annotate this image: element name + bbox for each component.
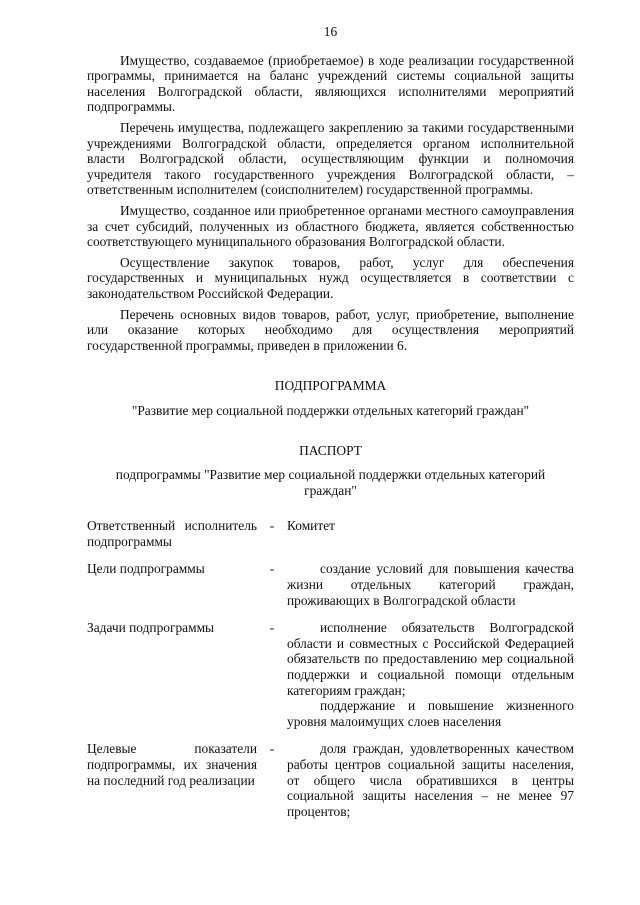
passport-subtitle: подпрограммы "Развитие мер социальной поддержки отдельных категорий граждан" bbox=[115, 467, 546, 498]
passport-row-dash: - bbox=[269, 741, 275, 757]
paragraph-municipal-property: Имущество, созданное или приобретенное органами местного самоуправления за счет субсидий, полученных из областного бюджета, является собственностью соответствующего муниципального образования Волгоградской области. bbox=[87, 202, 574, 250]
passport-row-goals bbox=[87, 561, 574, 608]
passport-row-value bbox=[287, 518, 574, 549]
paragraph-property-balance: Имущество, создаваемое (приобретаемое) в ходе реализации государственной программы, принимается на баланс учреждений системы социальной защиты населения Волгоградской области, являющихся исполнителями мероприятий подпрограммы. bbox=[87, 52, 574, 115]
passport-row-tasks bbox=[87, 620, 574, 729]
passport-value-text: доля граждан, удовлетворенных качеством работы центров социальной защиты населения, от общего числа обратившихся в центры социальной защиты населения – не менее 97 процентов; bbox=[287, 741, 574, 819]
passport-table bbox=[87, 518, 574, 819]
passport-heading: ПАСПОРТ bbox=[299, 443, 362, 459]
passport-row-label: Целевые показатели подпрограммы, их значения на последний год реализации bbox=[87, 741, 257, 788]
paragraph-property-list: Перечень имущества, подлежащего закреплению за такими государственными учреждениями Волгоградской области, определяется органом исполнительной власти Волгоградской области, осуществляющим функции и полномочия учредителя такого государственного учреждения Волгоградской области, – ответственным исполнителем (соисполнителем) государственной программы. bbox=[87, 119, 574, 198]
subprogram-name: "Развитие мер социальной поддержки отдельных категорий граждан" bbox=[131, 402, 530, 418]
passport-row-value bbox=[287, 620, 574, 729]
paragraph-procurement: Осуществление закупок товаров, работ, услуг для обеспечения государственных и муниципальных нужд осуществляется в соответствии с законодательством Российской Федерации. bbox=[87, 254, 574, 301]
passport-row-label: Цели подпрограммы bbox=[87, 561, 205, 577]
passport-value-text: создание условий для повышения качества жизни отдельных категорий граждан, проживающих в Волгоградской области bbox=[287, 561, 574, 608]
passport-row-dash: - bbox=[269, 518, 275, 534]
passport-row-responsible bbox=[87, 518, 574, 549]
paragraph-goods-list: Перечень основных видов товаров, работ, услуг, приобретение, выполнение или оказание которых необходимо для осуществления мероприятий государственной программы, приведен в приложении 6. bbox=[87, 306, 574, 353]
passport-row-label: Ответственный исполнитель подпрограммы bbox=[87, 518, 257, 549]
passport-row-label: Задачи подпрограммы bbox=[87, 620, 215, 636]
passport-value-text: исполнение обязательств Волгоградской области и совместных с Российской Федерацией обязательств по предоставлению мер социальной поддержки и социальной помощи отдельным категориям граждан; bbox=[287, 620, 574, 698]
passport-row-dash: - bbox=[269, 561, 275, 577]
passport-value-text: поддержание и повышение жизненного уровня малоимущих слоев населения bbox=[287, 698, 574, 729]
page-number: 16 bbox=[323, 24, 338, 39]
passport-value-text: Комитет bbox=[287, 518, 335, 534]
subprogram-heading: ПОДПРОГРАММА bbox=[274, 378, 387, 394]
passport-row-value bbox=[287, 741, 574, 819]
passport-row-indicators bbox=[87, 741, 574, 819]
passport-row-dash: - bbox=[269, 620, 275, 636]
passport-row-value bbox=[287, 561, 574, 608]
